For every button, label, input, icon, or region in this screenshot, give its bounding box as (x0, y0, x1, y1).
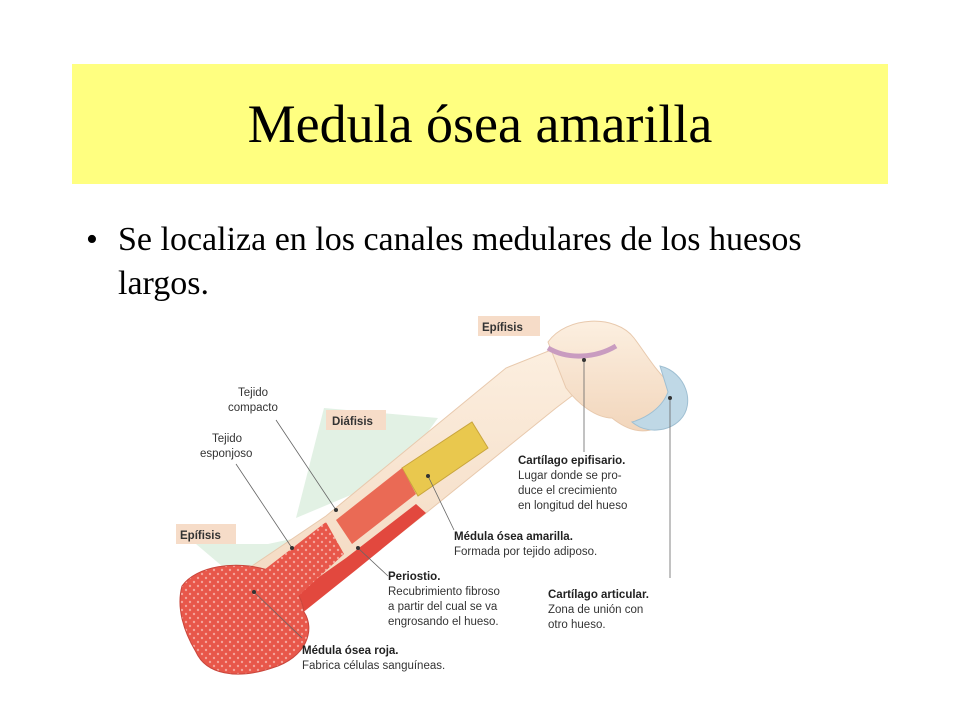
svg-text:Diáfisis: Diáfisis (332, 416, 373, 428)
title-band (72, 64, 888, 184)
bone-illustration (176, 308, 698, 686)
slide-title: Medula ósea amarilla (247, 94, 713, 154)
bullet-dot: • (86, 221, 98, 258)
svg-text:Epífisis: Epífisis (482, 322, 523, 334)
label-tejido-compacto: Tejido compacto (228, 387, 278, 414)
label-cartilago-articular: Cartílago articular. Zona de unión con otro hueso. (548, 589, 649, 631)
bone-diagram (176, 308, 698, 686)
bullet-text: Se localiza en los canales medulares de los huesos largos. (118, 221, 802, 302)
tag-epifisis-top (478, 316, 540, 336)
tag-epifisis-bottom (176, 524, 236, 544)
svg-text:Epífisis: Epífisis (180, 530, 221, 542)
tag-diafisis (326, 410, 386, 430)
label-medula-amarilla: Médula ósea amarilla. Formada por tejido adiposo. (454, 531, 598, 558)
label-medula-roja: Médula ósea roja. Fabrica células sanguíneas. (302, 645, 446, 672)
bullet-item (86, 218, 876, 306)
leader-tejido-esponjoso (236, 464, 292, 548)
label-periostio: Periostio. Recubrimiento fibroso a partir del cual se va engrosando el hueso. (388, 571, 500, 628)
label-tejido-esponjoso: Tejido esponjoso (200, 433, 253, 460)
label-cartilago-epifisario: Cartílago epifisario. Lugar donde se pro- duce el crecimiento en longitud del hueso (518, 455, 628, 512)
